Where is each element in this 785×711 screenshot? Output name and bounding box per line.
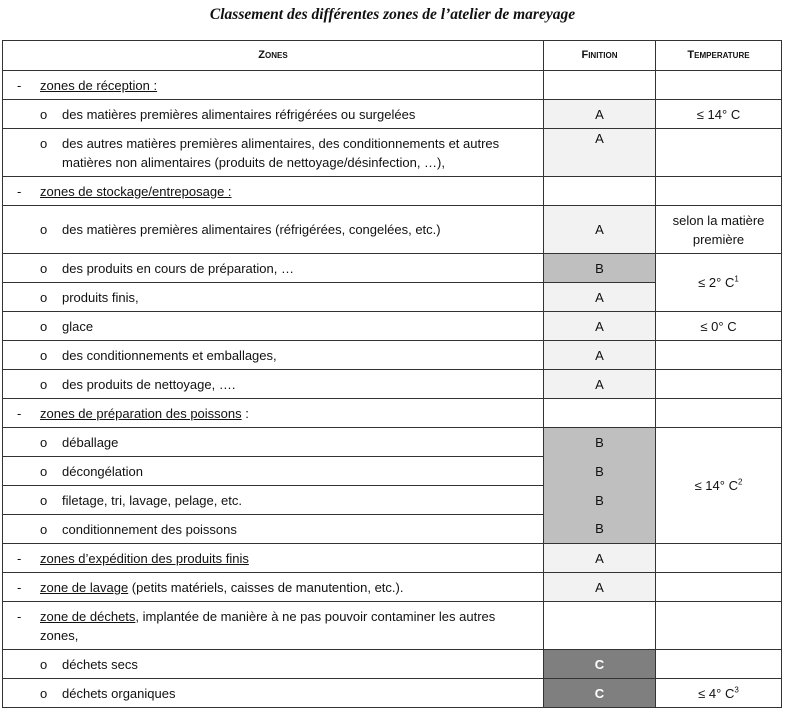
zone-heading: zone de lavage xyxy=(40,579,129,595)
zone-cell xyxy=(3,573,544,602)
zone-cell xyxy=(3,254,544,283)
finition-cell: A xyxy=(544,370,656,399)
zone-item: déballage xyxy=(62,434,119,450)
zone-heading: zone de déchets xyxy=(40,608,136,624)
table-row xyxy=(3,71,782,100)
zone-cell xyxy=(3,602,544,650)
zone-cell xyxy=(3,399,544,428)
bullet-marker: o xyxy=(40,260,48,276)
zone-heading-suffix: (petits matériels, caisses de manutention, etc.). xyxy=(128,579,404,595)
table-row xyxy=(3,544,782,573)
bullet-marker: o xyxy=(40,347,48,363)
zone-item: conditionnement des poissons xyxy=(62,521,237,537)
table-row xyxy=(3,254,782,283)
zone-cell xyxy=(3,486,544,515)
finition-cell: A xyxy=(544,283,656,312)
dash-marker: - xyxy=(17,550,22,566)
table-row xyxy=(3,370,782,399)
zones-table xyxy=(2,40,782,708)
zone-heading: zones de stockage/entreposage : xyxy=(40,183,232,199)
table-row xyxy=(3,399,782,428)
dash-marker: - xyxy=(17,579,22,595)
bullet-marker: o xyxy=(40,685,48,701)
table-row xyxy=(3,428,782,457)
zone-cell xyxy=(3,679,544,708)
zone-cell xyxy=(3,129,544,177)
finition-cell: A xyxy=(544,544,656,573)
table-row xyxy=(3,341,782,370)
zone-item: déchets secs xyxy=(62,656,138,672)
finition-cell xyxy=(544,399,656,428)
zone-cell xyxy=(3,428,544,457)
bullet-marker: o xyxy=(40,656,48,672)
header-zones: Zones xyxy=(3,41,544,71)
temperature-cell xyxy=(656,129,782,177)
zone-item: glace xyxy=(62,318,94,334)
zone-item: produits finis, xyxy=(62,289,139,305)
zone-cell xyxy=(3,71,544,100)
temperature-cell xyxy=(656,679,782,708)
footnote-marker: 3 xyxy=(734,685,739,695)
zone-heading-suffix: : xyxy=(241,405,249,421)
bullet-marker: o xyxy=(40,376,48,392)
table-row xyxy=(3,177,782,206)
dash-marker: - xyxy=(17,183,22,199)
table-row xyxy=(3,312,782,341)
zone-cell xyxy=(3,515,544,544)
zone-item: des matières premières alimentaires réfrigérées ou surgelées xyxy=(62,106,416,122)
zone-item: filetage, tri, lavage, pelage, etc. xyxy=(62,492,242,508)
finition-cell: A xyxy=(544,341,656,370)
zone-heading-suffix: , implantée de manière à ne pas pouvoir contaminer les autres zones, xyxy=(40,608,496,643)
temperature-cell: ≤ 14° C xyxy=(656,100,782,129)
dash-marker: - xyxy=(17,405,22,421)
zone-item: des produits en cours de préparation, … xyxy=(62,260,294,276)
zone-heading: zones de préparation des poissons xyxy=(40,405,242,421)
zone-item: des conditionnements et emballages, xyxy=(62,347,277,363)
header-finition: Finition xyxy=(544,41,656,71)
zone-cell xyxy=(3,457,544,486)
temperature-cell xyxy=(656,341,782,370)
finition-cell: A xyxy=(544,312,656,341)
finition-cell xyxy=(544,177,656,206)
zone-item: des matières premières alimentaires (réfrigérées, congelées, etc.) xyxy=(62,222,441,237)
finition-cell: B xyxy=(544,254,656,283)
zone-cell xyxy=(3,312,544,341)
table-row xyxy=(3,679,782,708)
finition-cell: B xyxy=(544,428,656,457)
bullet-marker: o xyxy=(40,289,48,305)
finition-cell: A xyxy=(544,206,656,254)
finition-cell: A xyxy=(544,129,656,177)
zone-item: des produits de nettoyage, …. xyxy=(62,376,236,392)
table-row xyxy=(3,100,782,129)
footnote-marker: 1 xyxy=(734,274,739,284)
zone-cell xyxy=(3,650,544,679)
finition-cell: C xyxy=(544,650,656,679)
temperature-value: ≤ 2° C xyxy=(698,275,735,290)
finition-cell xyxy=(544,602,656,650)
temperature-cell xyxy=(656,650,782,679)
temperature-cell: selon la matière première xyxy=(656,206,782,254)
bullet-marker: o xyxy=(40,434,48,450)
bullet-marker: o xyxy=(40,106,48,122)
temperature-cell xyxy=(656,370,782,399)
document-title: Classement des différentes zones de l’atelier de mareyage xyxy=(209,6,576,23)
temperature-cell xyxy=(656,254,782,312)
zone-cell xyxy=(3,370,544,399)
temperature-cell xyxy=(656,428,782,544)
zone-cell xyxy=(3,177,544,206)
bullet-marker: o xyxy=(40,222,48,237)
temperature-value: ≤ 4° C xyxy=(698,685,735,701)
zone-cell xyxy=(3,283,544,312)
zone-cell xyxy=(3,341,544,370)
temperature-value: ≤ 14° C xyxy=(694,478,738,493)
zone-cell xyxy=(3,100,544,129)
temperature-cell xyxy=(656,177,782,206)
temperature-cell xyxy=(656,71,782,100)
zone-item: décongélation xyxy=(62,463,143,479)
temperature-cell xyxy=(656,544,782,573)
finition-cell: B xyxy=(544,515,656,544)
bullet-marker: o xyxy=(40,463,48,479)
header-row xyxy=(3,41,782,71)
header-temperature: Temperature xyxy=(656,41,782,71)
finition-cell: B xyxy=(544,457,656,486)
bullet-marker: o xyxy=(40,521,48,537)
zone-cell xyxy=(3,544,544,573)
zone-heading: zones d’expédition des produits finis xyxy=(40,550,249,566)
bullet-marker: o xyxy=(40,318,48,334)
dash-marker: - xyxy=(17,608,22,624)
table-row xyxy=(3,602,782,650)
temperature-cell xyxy=(656,399,782,428)
bullet-marker: o xyxy=(40,135,48,151)
finition-cell: C xyxy=(544,679,656,708)
finition-cell: A xyxy=(544,573,656,602)
zone-cell xyxy=(3,206,544,254)
table-row xyxy=(3,573,782,602)
bullet-marker: o xyxy=(40,492,48,508)
table-row xyxy=(3,206,782,254)
dash-marker: - xyxy=(17,77,22,93)
zone-item: des autres matières premières alimentaires, des conditionnements et autres matières non alimentaires (produits de nettoyage/désinfection, …), xyxy=(62,135,500,170)
zone-item: déchets organiques xyxy=(62,685,176,701)
temperature-cell xyxy=(656,602,782,650)
finition-cell: A xyxy=(544,100,656,129)
footnote-marker: 2 xyxy=(737,477,743,487)
table-row xyxy=(3,129,782,177)
temperature-cell xyxy=(656,573,782,602)
finition-cell: B xyxy=(544,486,656,515)
temperature-cell: ≤ 0° C xyxy=(656,312,782,341)
table-row xyxy=(3,650,782,679)
finition-cell xyxy=(544,71,656,100)
zone-heading: zones de réception : xyxy=(40,77,158,93)
